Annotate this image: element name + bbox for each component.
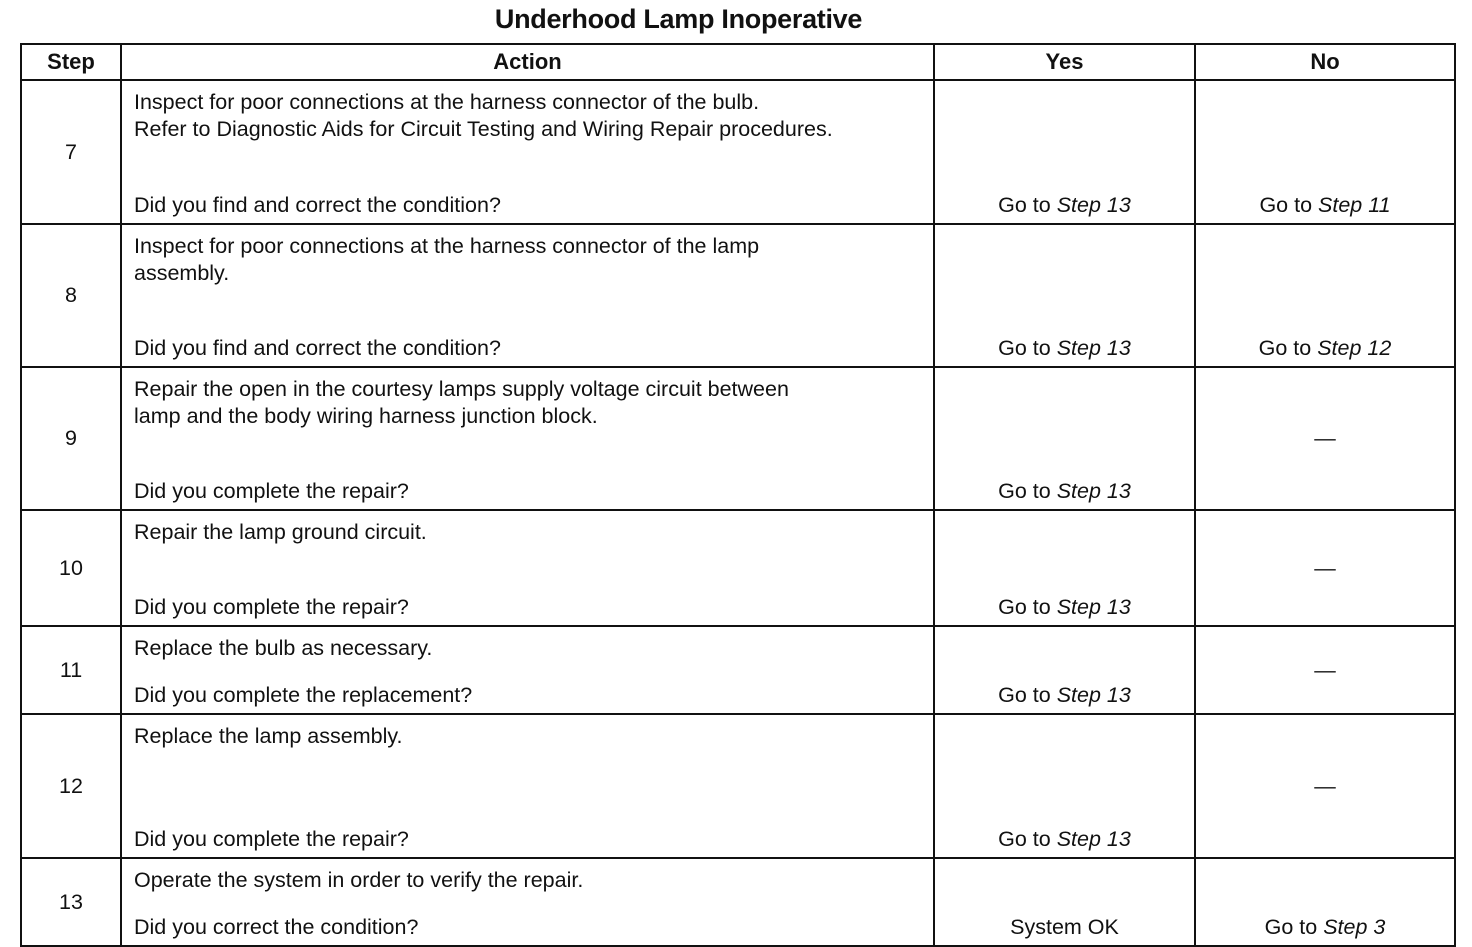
yes-cell bbox=[934, 224, 1195, 367]
diagnostic-table bbox=[20, 43, 1456, 947]
action-description: Replace the bulb as necessary. bbox=[134, 636, 433, 660]
yes-step-link[interactable]: Step 13 bbox=[1056, 193, 1131, 217]
step-number: 13 bbox=[21, 858, 121, 946]
action-question: Did you find and correct the condition? bbox=[134, 193, 501, 217]
yes-cell bbox=[934, 367, 1195, 510]
no-dash: — bbox=[1314, 426, 1336, 450]
yes-step-link[interactable]: Step 13 bbox=[1056, 336, 1131, 360]
no-cell bbox=[1195, 714, 1455, 858]
table-row bbox=[21, 224, 1455, 367]
action-description: Inspect for poor connections at the harness connector of the bulb. Refer to Diagnostic Aids for Circuit Testing and Wiring Repair procedures. bbox=[134, 90, 833, 141]
yes-prefix: Go to bbox=[998, 683, 1057, 707]
action-cell bbox=[121, 858, 934, 946]
no-prefix: Go to bbox=[1259, 193, 1319, 217]
no-step-link[interactable]: Step 12 bbox=[1317, 336, 1392, 360]
yes-step-link[interactable]: Step 13 bbox=[1056, 827, 1131, 851]
step-number: 11 bbox=[21, 626, 121, 714]
yes-cell bbox=[934, 858, 1195, 946]
no-dash: — bbox=[1314, 773, 1336, 798]
header-yes: Yes bbox=[934, 44, 1195, 80]
yes-step-link[interactable]: Step 13 bbox=[1056, 595, 1131, 619]
no-cell bbox=[1195, 626, 1455, 714]
action-question: Did you complete the repair? bbox=[134, 479, 409, 503]
step-number: 9 bbox=[21, 367, 121, 510]
action-cell bbox=[121, 626, 934, 714]
no-step-link[interactable]: Step 3 bbox=[1323, 915, 1386, 939]
action-cell bbox=[121, 510, 934, 626]
no-dash: — bbox=[1314, 555, 1336, 580]
action-description: Repair the lamp ground circuit. bbox=[134, 520, 427, 544]
header-step: Step bbox=[21, 44, 121, 80]
table-row bbox=[21, 80, 1455, 224]
action-question: Did you correct the condition? bbox=[134, 915, 419, 939]
table-row bbox=[21, 626, 1455, 714]
action-description: Operate the system in order to verify the repair. bbox=[134, 868, 584, 892]
action-question: Did you complete the repair? bbox=[134, 827, 409, 851]
yes-prefix: Go to bbox=[998, 479, 1057, 503]
yes-prefix: Go to bbox=[998, 193, 1057, 217]
action-description: Inspect for poor connections at the harness connector of the lamp assembly. bbox=[134, 234, 760, 285]
document-title: Underhood Lamp Inoperative bbox=[494, 4, 863, 34]
step-number: 10 bbox=[21, 510, 121, 626]
action-description: Replace the lamp assembly. bbox=[134, 724, 403, 748]
yes-prefix: Go to bbox=[998, 595, 1057, 619]
action-cell bbox=[121, 224, 934, 367]
action-cell bbox=[121, 714, 934, 858]
no-cell bbox=[1195, 224, 1455, 367]
no-cell bbox=[1195, 858, 1455, 946]
no-cell bbox=[1195, 80, 1455, 224]
no-step-link[interactable]: Step 11 bbox=[1318, 193, 1391, 217]
action-question: Did you complete the replacement? bbox=[134, 683, 473, 707]
yes-prefix: Go to bbox=[998, 827, 1057, 851]
action-question: Did you complete the repair? bbox=[134, 595, 409, 619]
no-prefix: Go to bbox=[1258, 336, 1318, 360]
yes-step-link[interactable]: Step 13 bbox=[1056, 479, 1131, 503]
action-cell bbox=[121, 367, 934, 510]
step-number: 7 bbox=[21, 80, 121, 224]
no-cell bbox=[1195, 510, 1455, 626]
step-number: 8 bbox=[21, 224, 121, 367]
table-row bbox=[21, 510, 1455, 626]
table-row bbox=[21, 367, 1455, 510]
yes-cell bbox=[934, 714, 1195, 858]
table-header-row bbox=[21, 44, 1455, 80]
yes-cell bbox=[934, 626, 1195, 714]
action-cell bbox=[121, 80, 934, 224]
table-row bbox=[21, 714, 1455, 858]
no-dash: — bbox=[1314, 657, 1336, 682]
action-question: Did you find and correct the condition? bbox=[134, 336, 501, 360]
yes-prefix: Go to bbox=[998, 336, 1057, 360]
yes-step-link[interactable]: Step 13 bbox=[1056, 683, 1131, 707]
header-no: No bbox=[1195, 44, 1455, 80]
step-number: 12 bbox=[21, 714, 121, 858]
action-description: Repair the open in the courtesy lamps supply voltage circuit between lamp and the body wiring harness junction block. bbox=[134, 377, 789, 428]
yes-result: System OK bbox=[1010, 915, 1119, 939]
table-row bbox=[21, 858, 1455, 946]
header-action: Action bbox=[121, 44, 934, 80]
yes-cell bbox=[934, 80, 1195, 224]
yes-cell bbox=[934, 510, 1195, 626]
no-cell bbox=[1195, 367, 1455, 510]
no-prefix: Go to bbox=[1264, 915, 1324, 939]
